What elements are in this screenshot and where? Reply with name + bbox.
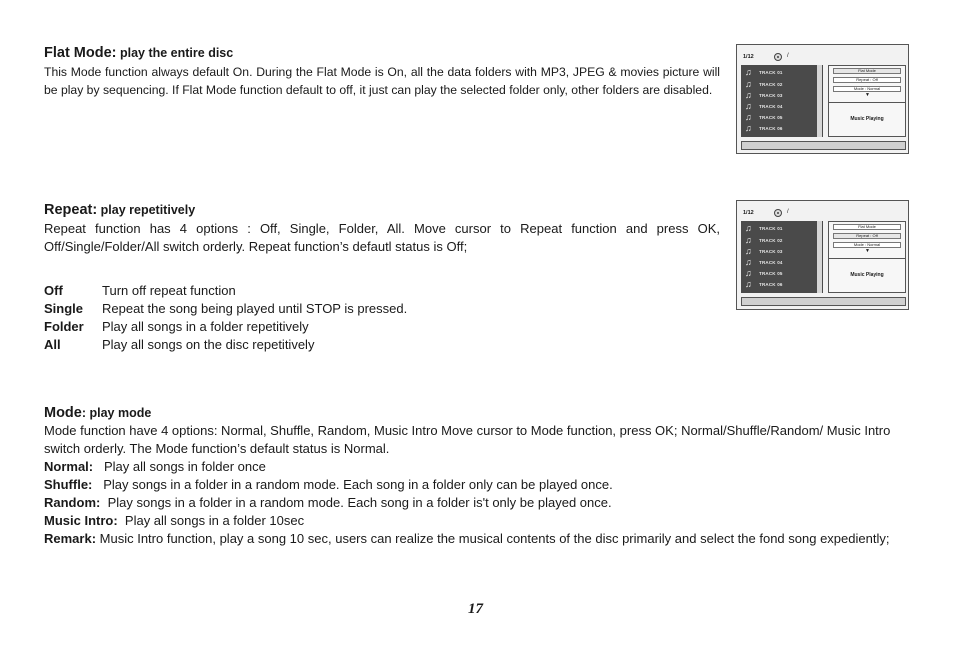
track-item[interactable] bbox=[745, 112, 783, 123]
mode-option-term: Shuffle: bbox=[44, 477, 93, 492]
mode-option-shuffle bbox=[44, 476, 894, 494]
repeat-option-desc: Play all songs on the disc repetitively bbox=[102, 337, 315, 352]
repeat-heading bbox=[44, 202, 720, 219]
flat-mode-title: Flat Mode: bbox=[44, 45, 117, 61]
options-panel bbox=[828, 221, 906, 293]
track-name: TRACK 04 bbox=[759, 260, 783, 265]
mode-heading bbox=[44, 405, 894, 422]
repeat-option-term: Off bbox=[44, 283, 63, 298]
screen-mockup-flat-mode bbox=[736, 44, 909, 154]
mode-body: Mode function have 4 options: Normal, Shuffle, Random, Music Intro Move cursor to Mode function, press OK; Normal/Shuffle/Random/ Music Intro switch orderly. The Mode function’s default status is Normal. bbox=[44, 423, 891, 456]
track-item[interactable] bbox=[745, 123, 783, 134]
music-note-icon: ♫ bbox=[745, 112, 752, 122]
menu-flat-mode[interactable]: Flat Mode bbox=[833, 68, 901, 74]
track-list bbox=[741, 221, 823, 293]
track-item[interactable] bbox=[745, 268, 783, 279]
flat-mode-heading bbox=[44, 45, 720, 62]
mode-subtitle: : play mode bbox=[81, 406, 152, 420]
mode-option-desc: Play all songs in a folder 10sec bbox=[124, 513, 305, 528]
playback-status: Music Playing bbox=[850, 272, 884, 278]
music-note-icon: ♫ bbox=[745, 223, 752, 233]
music-note-icon: ♫ bbox=[745, 257, 752, 267]
track-item[interactable] bbox=[745, 223, 783, 234]
triangle-down-icon: ▼ bbox=[865, 248, 870, 254]
track-name: TRACK 03 bbox=[759, 93, 783, 98]
repeat-title: Repeat: bbox=[44, 202, 98, 218]
flat-mode-subtitle: play the entire disc bbox=[116, 46, 234, 60]
music-note-icon: ♫ bbox=[745, 279, 752, 289]
menu-flat-mode[interactable]: Flat Mode bbox=[833, 224, 901, 230]
track-name: TRACK 04 bbox=[759, 104, 783, 109]
repeat-option-desc: Play all songs in a folder repetitively bbox=[102, 319, 309, 334]
repeat-body: Repeat function has 4 options : Off, Single, Folder, All. Move cursor to Repeat function and press OK, Off/Single/Folder/All switch orderly. Repeat function’s defautl status is Off; bbox=[44, 221, 720, 254]
repeat-option-desc: Turn off repeat function bbox=[102, 283, 236, 298]
music-note-icon: ♫ bbox=[745, 123, 752, 133]
track-item[interactable] bbox=[745, 246, 783, 257]
menu-repeat[interactable]: Repeat : Off bbox=[833, 233, 901, 239]
screen-mockup-repeat bbox=[736, 200, 909, 310]
menu-repeat[interactable]: Repeat : Off bbox=[833, 77, 901, 83]
repeat-options-list bbox=[44, 282, 407, 354]
repeat-subtitle: play repetitively bbox=[97, 203, 196, 217]
music-note-icon: ♫ bbox=[745, 246, 752, 256]
track-counter: 1/12 bbox=[743, 54, 754, 60]
mode-option-term: Music Intro: bbox=[44, 513, 118, 528]
disc-icon bbox=[774, 209, 782, 217]
track-name: TRACK 05 bbox=[759, 271, 783, 276]
flat-mode-section bbox=[44, 45, 720, 99]
music-note-icon: ♫ bbox=[745, 101, 752, 111]
repeat-option-folder bbox=[44, 318, 407, 336]
progress-bar bbox=[741, 141, 906, 150]
music-note-icon: ♫ bbox=[745, 67, 752, 77]
mode-remark bbox=[44, 530, 894, 548]
track-name: TRACK 06 bbox=[759, 126, 783, 131]
music-note-icon: ♫ bbox=[745, 79, 752, 89]
path-separator: / bbox=[787, 209, 789, 215]
mode-option-normal bbox=[44, 458, 894, 476]
track-name: TRACK 01 bbox=[759, 70, 783, 75]
track-item[interactable] bbox=[745, 101, 783, 112]
progress-bar bbox=[741, 297, 906, 306]
track-name: TRACK 02 bbox=[759, 82, 783, 87]
options-panel bbox=[828, 65, 906, 137]
track-item[interactable] bbox=[745, 67, 783, 78]
track-name: TRACK 03 bbox=[759, 249, 783, 254]
mode-option-term: Normal: bbox=[44, 459, 94, 474]
mode-option-music-intro bbox=[44, 512, 894, 530]
triangle-down-icon: ▼ bbox=[865, 92, 870, 98]
panel-divider bbox=[829, 258, 905, 259]
track-item[interactable] bbox=[745, 235, 783, 246]
track-list-scrollbar[interactable] bbox=[817, 221, 822, 293]
menu-mode[interactable]: Mode : Normal bbox=[833, 86, 901, 92]
repeat-option-off bbox=[44, 282, 407, 300]
repeat-option-desc: Repeat the song being played until STOP is pressed. bbox=[102, 301, 408, 316]
repeat-option-term: Folder bbox=[44, 319, 84, 334]
track-item[interactable] bbox=[745, 90, 783, 101]
mode-option-desc: Play songs in a folder in a random mode. Each song in a folder is't only be played once. bbox=[107, 495, 612, 510]
mode-option-desc: Play songs in a folder in a random mode. Each song in a folder only can be played once. bbox=[103, 477, 613, 492]
track-name: TRACK 05 bbox=[759, 115, 783, 120]
mode-option-term: Random: bbox=[44, 495, 101, 510]
music-note-icon: ♫ bbox=[745, 235, 752, 245]
repeat-option-all bbox=[44, 336, 407, 354]
mode-title: Mode bbox=[44, 405, 82, 421]
music-note-icon: ♫ bbox=[745, 268, 752, 278]
playback-status: Music Playing bbox=[850, 116, 884, 122]
track-name: TRACK 06 bbox=[759, 282, 783, 287]
mode-section bbox=[44, 405, 894, 548]
track-name: TRACK 01 bbox=[759, 226, 783, 231]
music-note-icon: ♫ bbox=[745, 90, 752, 100]
mode-remark-label: Remark: bbox=[44, 531, 97, 546]
mode-remark-text: Music Intro function, play a song 10 sec, users can realize the musical contents of the disc primarily and select the fond song expediently; bbox=[96, 531, 890, 546]
repeat-option-term: All bbox=[44, 337, 61, 352]
track-item[interactable] bbox=[745, 79, 783, 90]
track-item[interactable] bbox=[745, 257, 783, 268]
track-counter: 1/12 bbox=[743, 210, 754, 216]
path-separator: / bbox=[787, 53, 789, 59]
mode-option-random bbox=[44, 494, 894, 512]
page-number: 17 bbox=[468, 601, 483, 617]
track-name: TRACK 02 bbox=[759, 238, 783, 243]
repeat-option-term: Single bbox=[44, 301, 84, 316]
repeat-option-single bbox=[44, 300, 407, 318]
track-item[interactable] bbox=[745, 279, 783, 290]
repeat-section bbox=[44, 202, 720, 256]
panel-divider bbox=[829, 102, 905, 103]
mode-option-desc: Play all songs in folder once bbox=[103, 459, 266, 474]
disc-icon bbox=[774, 53, 782, 61]
flat-mode-body: This Mode function always default On. During the Flat Mode is On, all the data folders with MP3, JPEG & movies picture will be play by sequencing. If Flat Mode function default to off, it just can play the selected folder only, other folders are disabled. bbox=[44, 65, 720, 97]
menu-mode[interactable]: Mode : Normal bbox=[833, 242, 901, 248]
track-list-scrollbar[interactable] bbox=[817, 65, 822, 137]
track-list bbox=[741, 65, 823, 137]
